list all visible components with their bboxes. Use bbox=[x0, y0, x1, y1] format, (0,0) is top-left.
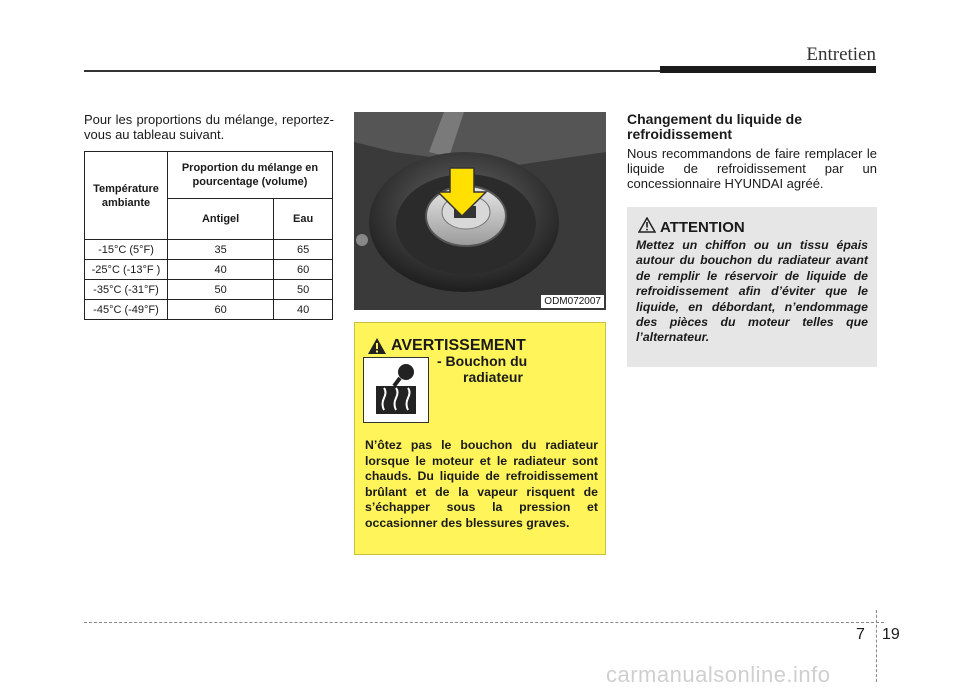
attention-box bbox=[627, 207, 877, 367]
hot-radiator-icon bbox=[363, 357, 429, 423]
antigel-cell: 50 bbox=[168, 280, 274, 300]
header-bar bbox=[660, 66, 876, 73]
chapter-number: 7 bbox=[856, 626, 865, 643]
attention-title: ATTENTION bbox=[660, 219, 745, 236]
temperature-header: Température ambiante bbox=[85, 152, 168, 240]
section-title: Changement du liquide de refroidissement bbox=[627, 111, 803, 142]
eau-cell: 50 bbox=[274, 280, 333, 300]
temp-cell: -15°C (5°F) bbox=[85, 240, 168, 260]
table-row bbox=[85, 240, 333, 260]
page-number: 19 bbox=[882, 626, 900, 643]
footer-rule bbox=[84, 622, 884, 623]
eau-header: Eau bbox=[274, 199, 333, 240]
temp-cell: -45°C (-49°F) bbox=[85, 300, 168, 320]
watermark: carmanualsonline.info bbox=[606, 662, 831, 687]
antigel-header: Antigel bbox=[168, 199, 274, 240]
attention-text: Mettez un chiffon ou un tissu épais autour du bouchon du radiateur avant de remplir le réservoir de liquide de refroidissement afin d’éviter que le liquide, en débordant, n’endommage des pièces du moteur telles que l’alternateur. bbox=[636, 238, 868, 345]
warning-subtitle-line2: radiateur bbox=[463, 369, 523, 385]
eau-cell: 60 bbox=[274, 260, 333, 280]
mixture-table bbox=[84, 151, 333, 320]
warning-title: AVERTISSEMENT bbox=[391, 337, 526, 354]
table-row bbox=[85, 280, 333, 300]
warning-triangle-icon bbox=[367, 337, 387, 355]
engine-bay-illustration bbox=[354, 112, 606, 310]
warning-box bbox=[354, 322, 606, 555]
proportion-header: Proportion du mélange en pourcentage (volume) bbox=[168, 152, 333, 199]
warning-subtitle-line1: - Bouchon du bbox=[437, 353, 528, 369]
footer-divider bbox=[876, 610, 877, 682]
temp-cell: -35°C (-31°F) bbox=[85, 280, 168, 300]
antigel-cell: 40 bbox=[168, 260, 274, 280]
antigel-cell: 35 bbox=[168, 240, 274, 260]
temp-cell: -25°C (-13°F ) bbox=[85, 260, 168, 280]
photo-code: ODM072007 bbox=[541, 295, 604, 308]
caution-triangle-icon bbox=[638, 217, 656, 233]
table-row bbox=[85, 300, 333, 320]
section-body: Nous recommandons de faire remplacer le liquide de refroidissement par un concessionnaire HYUNDAI agréé. bbox=[627, 146, 877, 191]
header-rule bbox=[84, 70, 660, 72]
section-header-title: Entretien bbox=[806, 44, 876, 65]
antigel-cell: 60 bbox=[168, 300, 274, 320]
table-row bbox=[85, 260, 333, 280]
intro-paragraph: Pour les proportions du mélange, reportez-vous au tableau suivant. bbox=[84, 112, 334, 142]
eau-cell: 40 bbox=[274, 300, 333, 320]
eau-cell: 65 bbox=[274, 240, 333, 260]
radiator-cap-photo bbox=[354, 112, 606, 310]
warning-text: N’ôtez pas le bouchon du radiateur lorsque le moteur et le radiateur sont chauds. Du liquide de refroidissement brûlant et de la vapeur risquent de s’échapper sous la pression et occasionner des blessures graves. bbox=[365, 438, 598, 530]
